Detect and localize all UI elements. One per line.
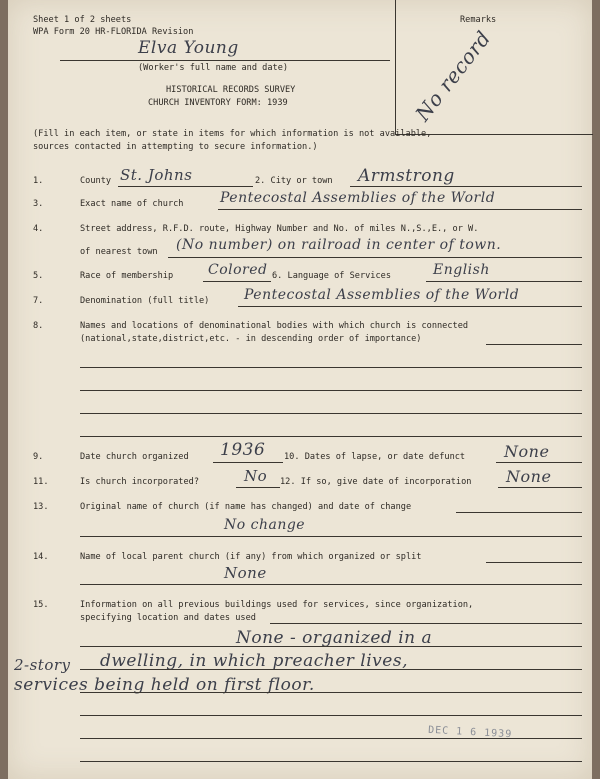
- item-15-value-3: services being held on first floor.: [14, 675, 315, 695]
- item-11-line: [236, 487, 280, 488]
- item-12-line: [498, 487, 582, 488]
- item-14-line-0: [486, 562, 582, 563]
- item-12-label: 12. If so, give date of incorporation: [280, 477, 472, 487]
- date-stamp: DEC 1 6 1939: [427, 724, 513, 741]
- item-5-number: 5.: [33, 271, 44, 281]
- item-15-line-5: [80, 738, 582, 739]
- item-8-line-4: [80, 436, 582, 437]
- item-8-line-3: [80, 413, 582, 414]
- item-6-line: [426, 281, 582, 282]
- item-14-label: Name of local parent church (if any) from which organized or split: [80, 552, 422, 562]
- item-13-line-0: [456, 512, 582, 513]
- item-13-label: Original name of church (if name has changed) and date of change: [80, 502, 412, 512]
- item-8-label-1: Names and locations of denominational bodies with which church is connected: [80, 321, 469, 331]
- item-7-label: Denomination (full title): [80, 296, 210, 306]
- item-15-label-2: specifying location and dates used: [80, 613, 256, 623]
- item-15-value-1: None - organized in a: [236, 628, 433, 648]
- item-7-number: 7.: [33, 296, 44, 306]
- item-14-number: 14.: [33, 552, 49, 562]
- item-15-line-2: [80, 669, 582, 670]
- item-11-label: Is church incorporated?: [80, 477, 199, 487]
- item-8-number: 8.: [33, 321, 44, 331]
- item-15-number: 15.: [33, 600, 49, 610]
- item-3-number: 3.: [33, 199, 44, 209]
- instructions-line-2: sources contacted in attempting to secure information.): [33, 142, 318, 152]
- item-15-margin-note: 2-story: [14, 656, 71, 674]
- item-12-value: None: [506, 467, 552, 486]
- item-5-line: [203, 281, 271, 282]
- item-8-line-1: [80, 367, 582, 368]
- survey-title: HISTORICAL RECORDS SURVEY: [166, 85, 296, 95]
- item-7-value: Pentecostal Assemblies of the World: [244, 287, 520, 303]
- remarks-note: No record: [410, 26, 496, 126]
- item-15-line-0: [270, 623, 582, 624]
- item-5-label: Race of membership: [80, 271, 174, 281]
- item-2-line: [350, 186, 582, 187]
- item-10-value: None: [504, 442, 550, 461]
- item-4-line: [168, 257, 582, 258]
- item-6-label: 6. Language of Services: [272, 271, 391, 281]
- item-3-line: [218, 209, 582, 210]
- instructions-line-1: (Fill in each item, or state in items for which information is not available,: [33, 129, 432, 139]
- form-number: WPA Form 20 HR-FLORIDA Revision: [33, 27, 194, 37]
- item-15-value-2: dwelling, in which preacher lives,: [100, 651, 408, 671]
- item-4-value: (No number) on railroad in center of town.: [176, 237, 502, 253]
- item-4-label-1: Street address, R.F.D. route, Highway Number and No. of miles N.,S.,E., or W.: [80, 224, 479, 234]
- item-7-line: [238, 306, 582, 307]
- item-11-number: 11.: [33, 477, 49, 487]
- item-1-number: 1.: [33, 176, 44, 186]
- item-4-label-2: of nearest town: [80, 247, 158, 257]
- item-10-line: [496, 462, 582, 463]
- item-1-line: [118, 186, 253, 187]
- item-1-label: County: [80, 176, 112, 186]
- survey-form: [8, 0, 592, 779]
- item-15-line-1: [80, 646, 582, 647]
- item-15-label-1: Information on all previous buildings used for services, since organization,: [80, 600, 474, 610]
- survey-subtitle: CHURCH INVENTORY FORM: 1939: [148, 98, 288, 108]
- item-14-line-1: [80, 584, 582, 585]
- item-9-number: 9.: [33, 452, 44, 462]
- item-2-label: 2. City or town: [255, 176, 333, 186]
- worker-line: [60, 60, 390, 61]
- item-8-line-2: [80, 390, 582, 391]
- item-9-label: Date church organized: [80, 452, 189, 462]
- item-15-line-4: [80, 715, 582, 716]
- item-3-label: Exact name of church: [80, 199, 184, 209]
- item-13-line-1: [80, 536, 582, 537]
- worker-caption: (Worker's full name and date): [138, 63, 289, 73]
- remarks-label: Remarks: [460, 15, 497, 25]
- item-4-number: 4.: [33, 224, 44, 234]
- item-14-value: None: [224, 564, 267, 582]
- worker-signature: Elva Young: [138, 38, 239, 58]
- item-9-value: 1936: [220, 440, 266, 460]
- item-11-value: No: [244, 467, 268, 485]
- item-15-line-6: [80, 761, 582, 762]
- item-8-label-2: (national,state,district,etc. - in descending order of importance): [80, 334, 422, 344]
- sheet-number: Sheet 1 of 2 sheets: [33, 15, 132, 25]
- item-9-line: [213, 462, 283, 463]
- item-10-label: 10. Dates of lapse, or date defunct: [284, 452, 466, 462]
- item-13-number: 13.: [33, 502, 49, 512]
- item-8-line-0: [486, 344, 582, 345]
- item-6-value: English: [433, 262, 490, 278]
- item-13-value: No change: [224, 517, 306, 533]
- item-15-line-3: [80, 692, 582, 693]
- item-1-value: St. Johns: [120, 166, 193, 184]
- item-5-value: Colored: [208, 262, 268, 278]
- item-2-value: Armstrong: [358, 166, 455, 186]
- item-3-value: Pentecostal Assemblies of the World: [220, 190, 496, 206]
